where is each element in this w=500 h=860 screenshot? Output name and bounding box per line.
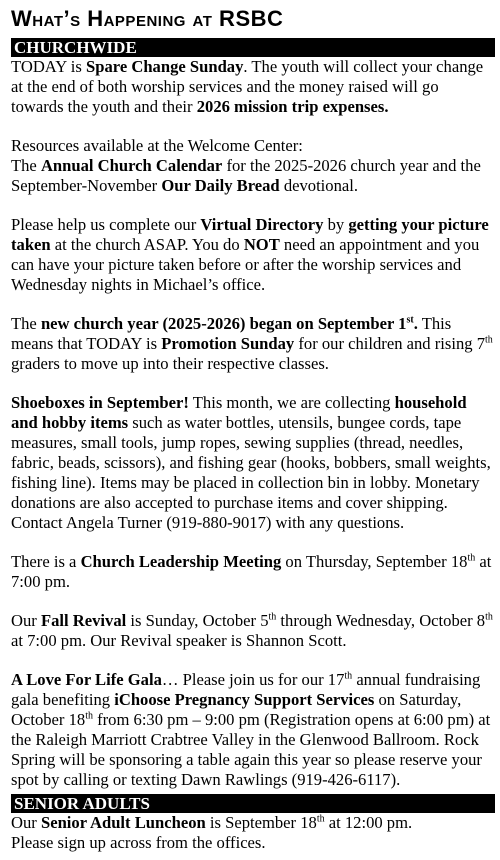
gala-paragraph: A Love For Life Gala… Please join us for our 17th annual fundraising gala benefiting iChoose Pregnancy Support Services on Saturday, October 18th from 6:30 pm – 9:00 pm (Registration opens at 6:00 pm) at the Raleigh Marriott Crabtree Valley in the Glenwood Ballroom. Rock Spring will be sponsoring a table again this year so please reserve your spot by calling or texting Dawn Rawlings (919-426-6117). — [11, 670, 491, 789]
senior-luncheon-paragraph: Our Senior Adult Luncheon is September 18th at 12:00 pm. Please sign up across from the offices. — [11, 813, 413, 852]
page-title: What’s Happening at RSBC — [11, 6, 284, 31]
church-year-paragraph: The new church year (2025-2026) began on September 1st. This means that TODAY is Promotion Sunday for our children and rising 7th graders to move up into their respective classes. — [11, 314, 493, 373]
leadership-meeting-paragraph: There is a Church Leadership Meeting on Thursday, September 18th at 7:00 pm. — [11, 552, 492, 591]
shoeboxes-paragraph: Shoeboxes in September! This month, we are collecting household and hobby items such as water bottles, utensils, bungee cords, tape measures, small tools, jump ropes, sewing supplies (thread, needles, fabric, beads, scissors), and fishing gear (hooks, bobbers, small weights, fishing line). Items may be placed in collection bin in lobby. Monetary donations are also accepted to purchase items and cover shipping. Contact Angela Turner (919-880-9017) with any questions. — [11, 393, 491, 532]
spare-change-paragraph: TODAY is Spare Change Sunday. The youth will collect your change at the end of both worship services and the money raised will go towards the youth and their 2026 mission trip expenses. — [11, 57, 484, 116]
resources-paragraph: Resources available at the Welcome Center: The Annual Church Calendar for the 2025-2026 church year and the September-November Our Daily Bread devotional. — [11, 136, 481, 195]
virtual-directory-paragraph: Please help us complete our Virtual Directory by getting your picture taken at the church ASAP. You do NOT need an appointment and you can have your picture taken before or after the worship services and Wednesday nights in Michael’s office. — [11, 215, 489, 294]
section-header-churchwide: CHURCHWIDE — [11, 38, 495, 57]
bulletin-page — [11, 0, 495, 853]
fall-revival-paragraph: Our Fall Revival is Sunday, October 5th through Wednesday, October 8th at 7:00 pm. Our Revival speaker is Shannon Scott. — [11, 611, 493, 650]
section-header-senior-adults: SENIOR ADULTS — [11, 794, 495, 813]
